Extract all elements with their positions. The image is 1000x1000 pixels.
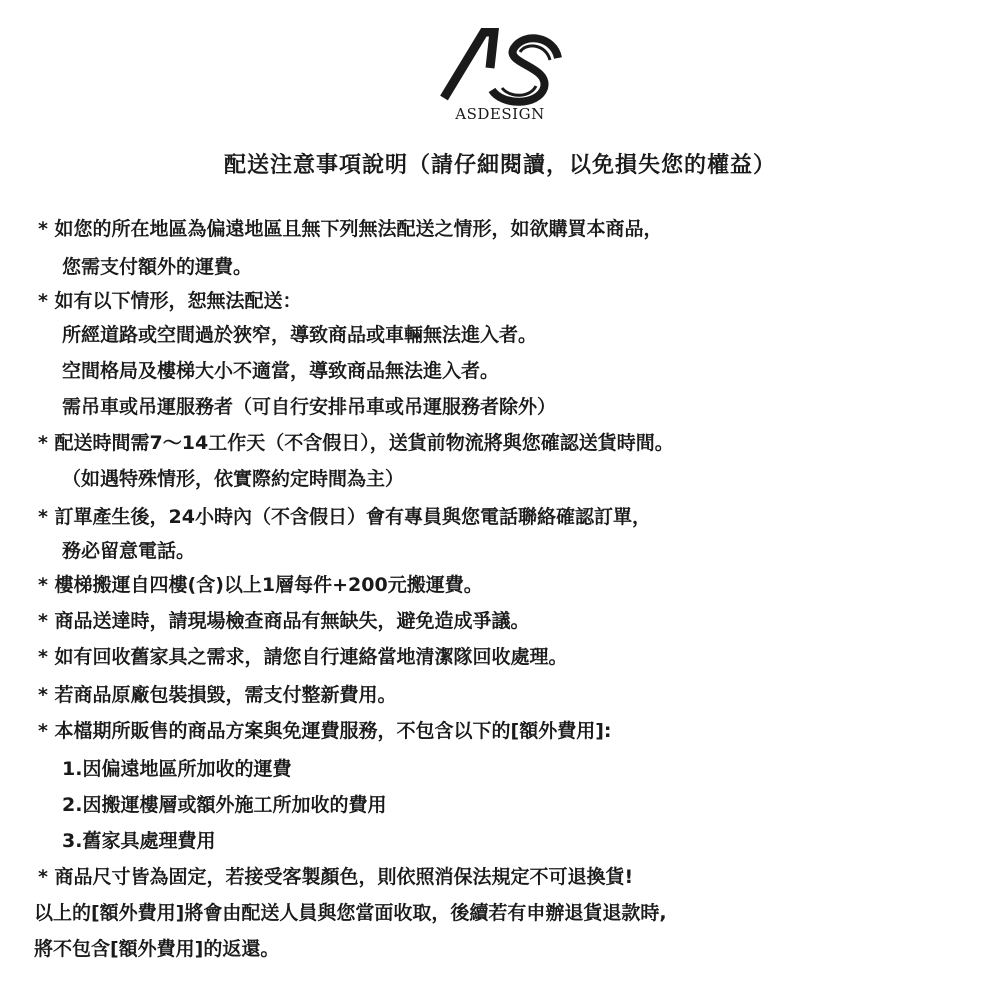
notice-line: 1.因偏遠地區所加收的運費 <box>62 758 292 780</box>
notice-line: 需吊車或吊運服務者（可自行安排吊車或吊運服務者除外） <box>62 396 557 418</box>
page-title: 配送注意事項說明（請仔細閱讀，以免損失您的權益） <box>223 153 776 178</box>
notice-line: * 訂單產生後，24小時內（不含假日）會有專員與您電話聯絡確認訂單， <box>38 506 651 528</box>
notice-line: 3.舊家具處理費用 <box>62 830 216 852</box>
notice-line: 所經道路或空間過於狹窄，導致商品或車輛無法進入者。 <box>62 324 538 346</box>
notice-line: * 商品送達時，請現場檢查商品有無缺失，避免造成爭議。 <box>38 610 530 632</box>
notice-line: 空間格局及樓梯大小不適當，導致商品無法進入者。 <box>62 360 500 382</box>
notice-line: * 如您的所在地區為偏遠地區且無下列無法配送之情形，如欲購買本商品， <box>38 218 663 240</box>
logo-wordmark: ASDESIGN <box>455 105 545 123</box>
notice-line: 您需支付額外的運費。 <box>62 256 253 278</box>
notice-line: * 如有回收舊家具之需求，請您自行連絡當地清潔隊回收處理。 <box>38 646 568 668</box>
notice-line: * 商品尺寸皆為固定，若接受客製顏色，則依照消保法規定不可退換貨! <box>38 866 634 888</box>
notice-line: * 配送時間需7～14工作天（不含假日），送貨前物流將與您確認送貨時間。 <box>38 432 674 454</box>
notice-line: 務必留意電話。 <box>62 540 196 562</box>
notice-line: * 本檔期所販售的商品方案與免運費服務，不包含以下的[額外費用]: <box>38 720 612 742</box>
notice-line: 以上的[額外費用]將會由配送人員與您當面收取，後續若有申辦退貨退款時, <box>34 902 667 924</box>
logo-mark-icon <box>432 28 568 108</box>
notice-line: * 如有以下情形，恕無法配送： <box>38 290 302 312</box>
notice-line: 將不包含[額外費用]的返還。 <box>34 938 280 960</box>
notice-line: （如遇特殊情形，依實際約定時間為主） <box>62 468 405 490</box>
brand-logo <box>432 28 568 128</box>
notice-line: 2.因搬運樓層或額外施工所加收的費用 <box>62 794 387 816</box>
notice-line: * 若商品原廠包裝損毀，需支付整新費用。 <box>38 684 397 706</box>
notice-line: * 樓梯搬運自四樓(含)以上1層每件+200元搬運費。 <box>38 574 483 596</box>
